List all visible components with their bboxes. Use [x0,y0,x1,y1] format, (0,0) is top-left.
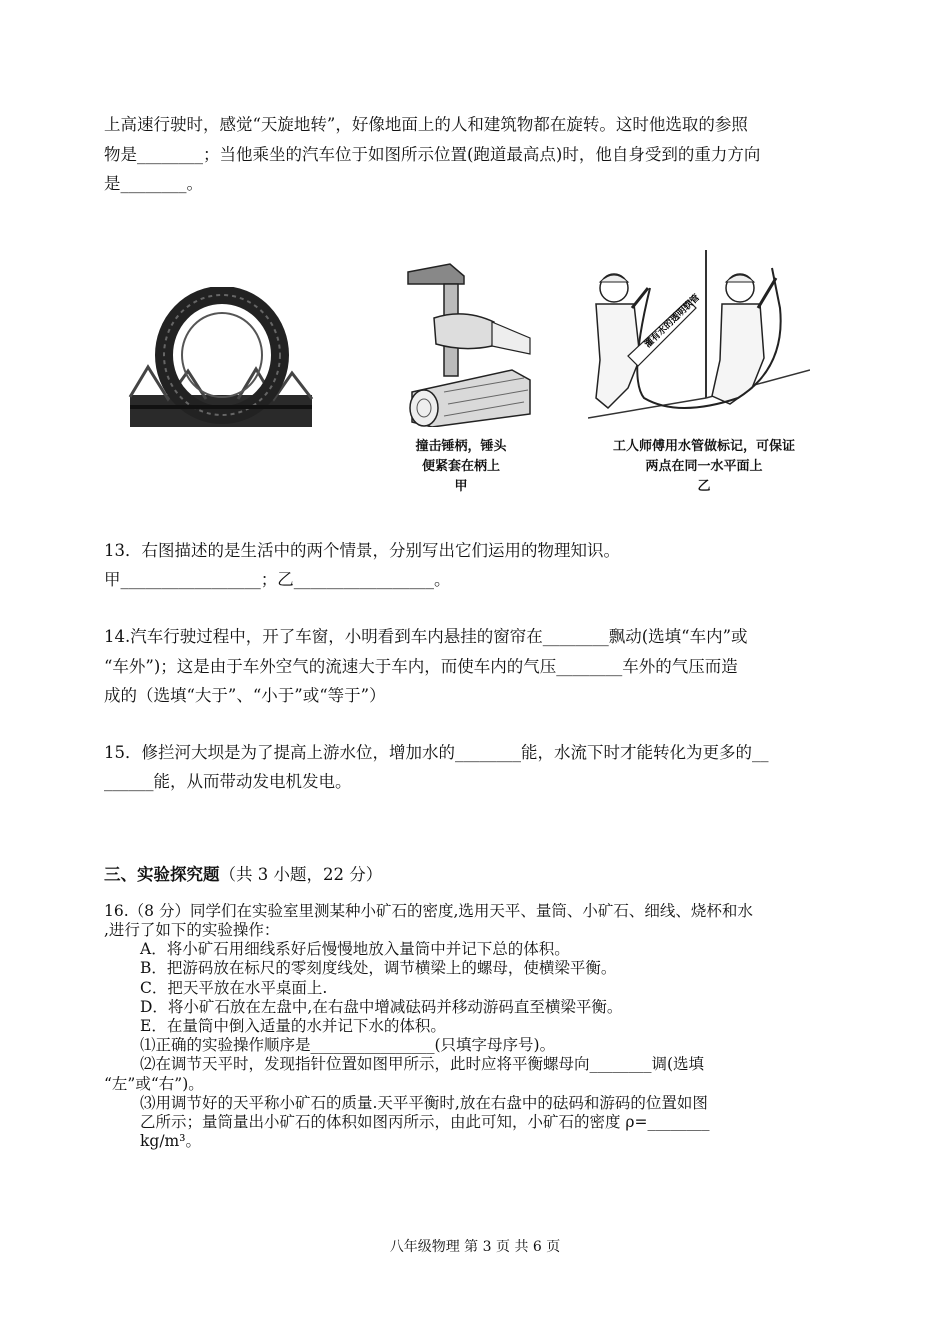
section3-meta: （共 3 小题，22 分） [219,865,383,884]
q16-option-a: A．将小矿石用细线系好后慢慢地放入量筒中并记下总的体积。 [140,940,570,958]
page-footer: 八年级物理 第 3 页 共 6 页 [389,1239,561,1255]
q13-line2: 甲_________________；乙_________________。 [104,570,451,589]
tube-caption: 工人师傅用水管做标记，可保证 两点在同一水平面上 乙 [612,439,795,494]
q16-option-d: D．将小矿石放在左盘中,在右盘中增减砝码并移动游码直至横梁平衡。 [140,998,623,1016]
q14-line1: 14.汽车行驶过程中，开了车窗，小明看到车内悬挂的窗帘在________飘动(选填“车内”或 [104,627,748,646]
q16-option-c: C．把天平放在水平桌面上. [140,979,328,997]
q16-option-e: E．在量筒中倒入适量的水并记下水的体积。 [140,1017,446,1035]
q16-sub3a: ⑶用调节好的天平称小矿石的质量.天平平衡时,放在右盘中的砝码和游码的位置如图 [140,1094,708,1112]
water-tube-image [588,248,810,426]
q12-line1: 上高速行驶时，感觉“天旋地转”，好像地面上的人和建筑物都在旋转。这时他选取的参照 [104,115,748,134]
q16-line2: ,进行了如下的实验操作： [104,921,280,939]
q14-line2: “车外”)；这是由于车外空气的流速大于车内，而使车内的气压________车外的气压而造 [104,657,738,676]
section3-title: 三、实验探究题 [104,865,220,884]
q14-line3: 成的（选填“大于”、“小于”或“等于”） [104,686,386,705]
q13-line1: 13．右图描述的是生活中的两个情景，分别写出它们运用的物理知识。 [104,541,620,560]
q16-sub3b: 乙所示；量筒量出小矿石的体积如图丙所示，由此可知，小矿石的密度 ρ=________ [140,1113,710,1131]
q16-sub1: ⑴正确的实验操作顺序是________________(只填字母序号)。 [140,1036,556,1054]
tube-label: 灌有水的透明软管 [643,292,702,351]
q15-line2: ______能，从而带动发电机发电。 [104,772,352,791]
hammer-image [404,262,532,427]
section3-heading [104,860,864,890]
q12-line3: 是________。 [104,174,203,193]
loop-track-image [128,287,314,429]
q16-option-b: B．把游码放在标尺的零刻度线处，调节横梁上的螺母，使横梁平衡。 [140,959,617,977]
q15-line1: 15．修拦河大坝是为了提高上游水位，增加水的________能，水流下时才能转化为更多的__ [104,743,769,762]
q16-sub2b: “左”或“右”)。 [104,1075,204,1093]
q12-line2: 物是________；当他乘坐的汽车位于如图所示位置(跑道最高点)时，他自身受到的重力方向 [104,145,761,164]
q16-line1: 16.（8 分）同学们在实验室里测某种小矿石的密度,选用天平、量筒、小矿石、细线、烧杯和水 [104,902,753,920]
q16-sub3c: kg/m³。 [140,1132,201,1150]
hammer-caption: 撞击锤柄，锤头 便紧套在柄上 甲 [415,439,507,494]
q16-sub2a: ⑵在调节天平时，发现指针位置如图甲所示，此时应将平衡螺母向________调(选填 [140,1055,705,1073]
